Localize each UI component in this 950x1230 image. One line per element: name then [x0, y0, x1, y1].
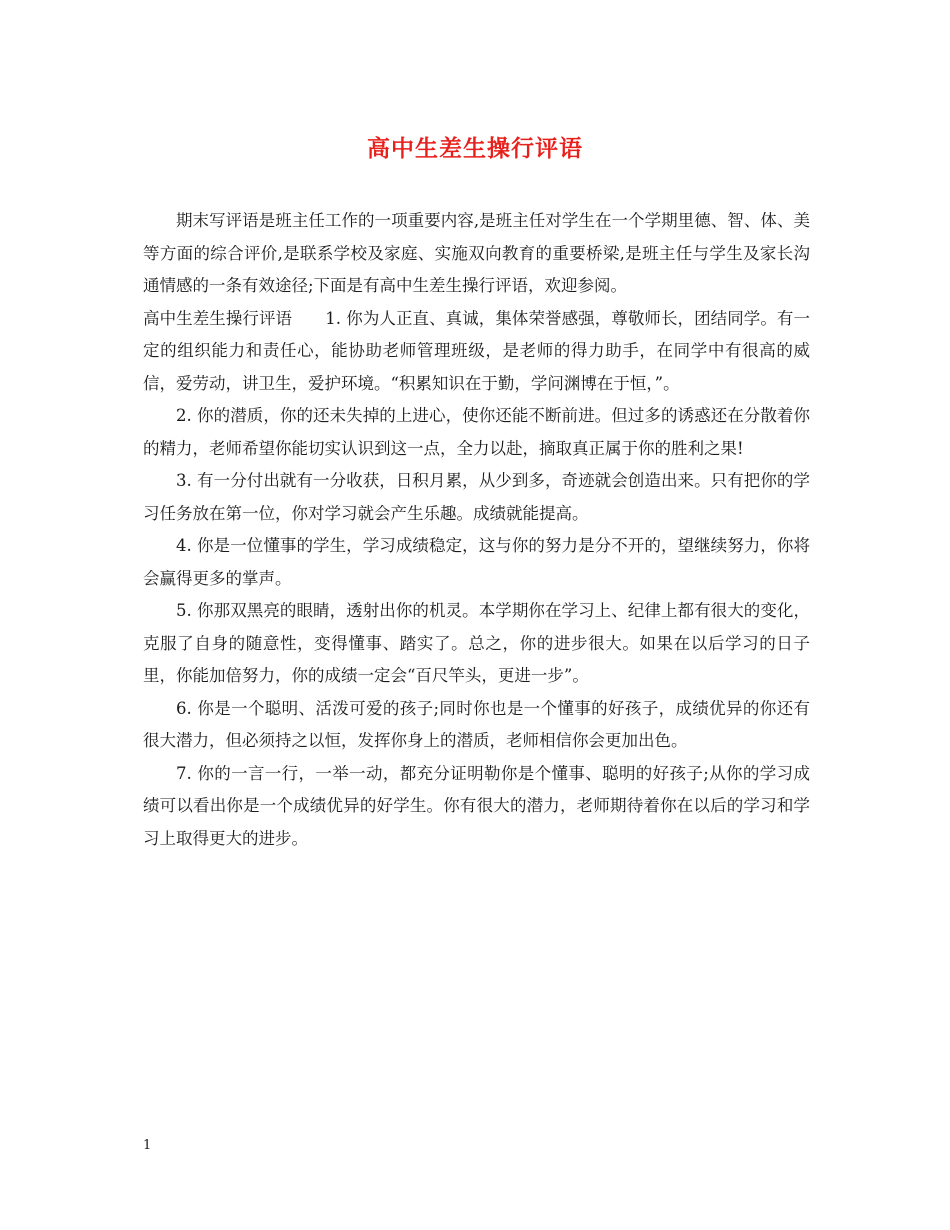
document-title: 高中生差生操行评语: [367, 135, 583, 162]
comment-paragraph-4: 4. 你是一位懂事的学生，学习成绩稳定，这与你的努力是分不开的，望继续努力，你将会赢得更多的掌声。: [143, 536, 810, 588]
comment-paragraph-3: 3. 有一分付出就有一分收获，日积月累，从少到多，奇迹就会创造出来。只有把你的学习任务放在第一位，你对学习就会产生乐趣。成绩就能提高。: [143, 471, 810, 523]
document-body: [143, 205, 810, 855]
comment-paragraph-5: 5. 你那双黑亮的眼睛，透射出你的机灵。本学期你在学习上、纪律上都有很大的变化，克服了自身的随意性，变得懂事、踏实了。总之，你的进步很大。如果在以后学习的日子里，你能加倍努力，你的成绩一定会“百尺竿头，更进一步”。: [143, 601, 810, 685]
comment-paragraph-1: 高中生差生操行评语 1. 你为人正直、真诚，集体荣誉感强，尊敬师长，团结同学。有一定的组织能力和责任心，能协助老师管理班级，是老师的得力助手，在同学中有很高的威信，爱劳动，讲卫生，爱护环境。“积累知识在于勤，学问渊博在于恒，”。: [143, 308, 810, 393]
comment-paragraph-6: 6. 你是一个聪明、活泼可爱的孩子;同时你也是一个懂事的好孩子，成绩优异的你还有很大潜力，但必须持之以恒，发挥你身上的潜质，老师相信你会更加出色。: [143, 698, 810, 750]
intro-paragraph: 期末写评语是班主任工作的一项重要内容,是班主任对学生在一个学期里德、智、体、美等方面的综合评价,是联系学校及家庭、实施双向教育的重要桥梁,是班主任与学生及家长沟通情感的一条有效途径;下面是有高中生差生操行评语，欢迎参阅。: [143, 211, 810, 295]
comment-paragraph-7: 7. 你的一言一行，一举一动，都充分证明勒你是个懂事、聪明的好孩子;从你的学习成绩可以看出你是一个成绩优异的好学生。你有很大的潜力，老师期待着你在以后的学习和学习上取得更大的进步。: [143, 763, 810, 848]
page-number: 1: [143, 1138, 152, 1153]
comment-paragraph-2: 2. 你的潜质，你的还未失掉的上进心，使你还能不断前进。但过多的诱惑还在分散着你的精力，老师希望你能切实认识到这一点，全力以赴，摘取真正属于你的胜利之果!: [143, 406, 810, 458]
